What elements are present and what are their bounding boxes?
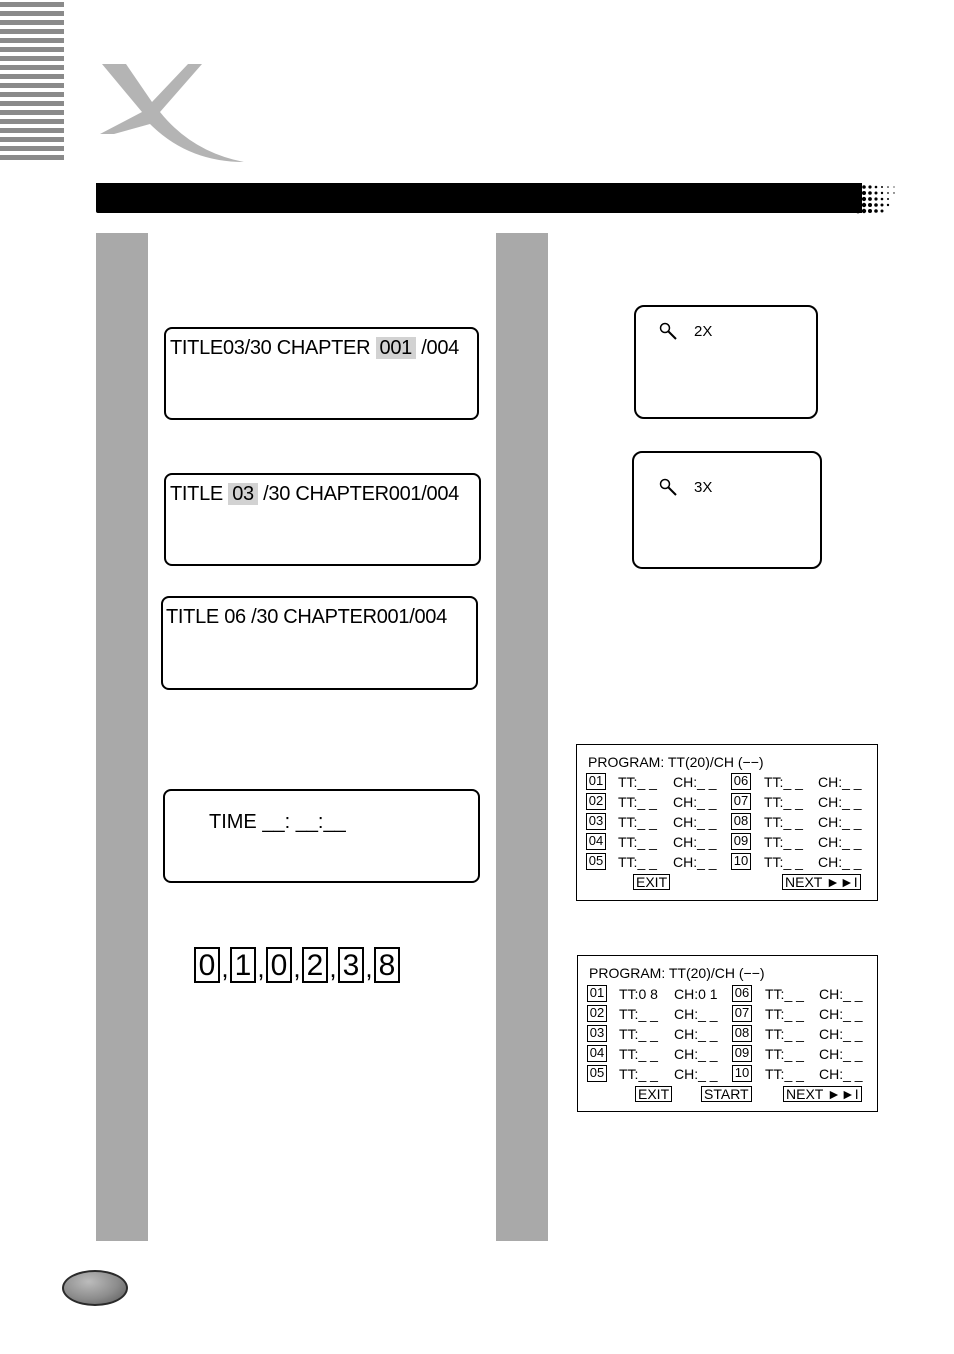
brand-x-logo [92, 62, 244, 164]
program-slot-number[interactable]: 03 [587, 1025, 607, 1042]
title-slot: TT:_ _ [764, 834, 803, 850]
program-title: PROGRAM: TT(20)/CH (−−) [588, 754, 764, 770]
program-slot-number[interactable]: 04 [587, 1045, 607, 1062]
title-slot: TT:_ _ [764, 774, 803, 790]
chapter-slot: CH:_ _ [673, 854, 717, 870]
title-slot: TT:_ _ [765, 1026, 804, 1042]
program-row [586, 813, 876, 831]
chapter-slot: CH:_ _ [818, 794, 862, 810]
chapter-slot: CH:_ _ [674, 1066, 718, 1082]
osd-suffix: /30 CHAPTER001/004 [263, 483, 459, 505]
separator: , [293, 953, 301, 983]
chapter-slot: CH:0 1 [674, 986, 718, 1002]
chapter-slot: CH:_ _ [818, 814, 862, 830]
osd-zoom-2x [634, 305, 818, 419]
program-menu-filled [577, 955, 878, 1112]
separator: , [329, 953, 337, 983]
title-slot: TT:_ _ [765, 1066, 804, 1082]
program-slot-number[interactable]: 10 [732, 1065, 752, 1082]
chapter-slot: CH:_ _ [673, 774, 717, 790]
zoom-level-label: 2X [694, 323, 713, 340]
digit-entry-sequence [194, 943, 400, 983]
separator: , [365, 953, 373, 983]
program-row [586, 793, 876, 811]
program-slot-number[interactable]: 02 [587, 1005, 607, 1022]
chapter-slot: CH:_ _ [673, 814, 717, 830]
osd-chapter-line [170, 337, 459, 360]
chapter-slot: CH:_ _ [674, 1026, 718, 1042]
osd-time-search [163, 789, 480, 883]
title-slot: TT:_ _ [618, 774, 657, 790]
right-column-strip [496, 233, 548, 1241]
digit-key: 8 [374, 947, 400, 983]
chapter-slot: CH:_ _ [818, 834, 862, 850]
left-column-strip [96, 233, 148, 1241]
osd-prefix: TITLE [170, 483, 223, 505]
osd-title-changed [161, 596, 478, 690]
separator: , [221, 953, 229, 983]
program-row [587, 1065, 877, 1083]
title-slot: TT:_ _ [618, 834, 657, 850]
osd-prefix: TITLE03/30 CHAPTER [170, 337, 371, 359]
chapter-slot: CH:_ _ [818, 774, 862, 790]
chapter-slot: CH:_ _ [818, 854, 862, 870]
program-slot-number[interactable]: 09 [731, 833, 751, 850]
osd-zoom-3x [632, 451, 822, 569]
digit-key: 3 [338, 947, 364, 983]
chapter-slot: CH:_ _ [819, 986, 863, 1002]
section-header-bar [96, 183, 862, 213]
digit-key: 1 [230, 947, 256, 983]
title-slot: TT:_ _ [619, 1046, 658, 1062]
program-slot-number[interactable]: 06 [732, 985, 752, 1002]
chapter-slot: CH:_ _ [819, 1046, 863, 1062]
title-slot: TT:_ _ [619, 1006, 658, 1022]
separator: , [257, 953, 265, 983]
title-slot: TT:_ _ [765, 986, 804, 1002]
title-slot: TT:_ _ [619, 1066, 658, 1082]
program-row [587, 985, 877, 1003]
program-row [587, 1045, 877, 1063]
title-slot: TT:_ _ [618, 794, 657, 810]
title-slot: TT:0 8 [619, 986, 658, 1002]
program-menu-empty [576, 744, 878, 901]
program-slot-number[interactable]: 10 [731, 853, 751, 870]
program-slot-number[interactable]: 08 [731, 813, 751, 830]
next-button[interactable]: NEXT ►►I [782, 874, 861, 890]
chapter-slot: CH:_ _ [819, 1066, 863, 1082]
program-slot-number[interactable]: 07 [732, 1005, 752, 1022]
osd-chapter-select [164, 327, 479, 420]
program-row [587, 1005, 877, 1023]
time-search-line: TIME __: __:__ [209, 811, 346, 833]
osd-title-select [164, 473, 481, 566]
program-row [586, 833, 876, 851]
chapter-slot: CH:_ _ [673, 834, 717, 850]
title-slot: TT:_ _ [764, 854, 803, 870]
program-row [586, 773, 876, 791]
program-slot-number[interactable]: 09 [732, 1045, 752, 1062]
program-slot-number[interactable]: 03 [586, 813, 606, 830]
title-slot: TT:_ _ [764, 814, 803, 830]
program-slot-number[interactable]: 08 [732, 1025, 752, 1042]
start-button[interactable]: START [701, 1086, 752, 1102]
exit-button[interactable]: EXIT [635, 1086, 672, 1102]
chapter-highlight: 001 [376, 337, 416, 359]
program-slot-number[interactable]: 02 [586, 793, 606, 810]
chapter-slot: CH:_ _ [819, 1026, 863, 1042]
program-row [586, 853, 876, 871]
program-slot-number[interactable]: 07 [731, 793, 751, 810]
title-highlight: 03 [228, 483, 258, 505]
program-slot-number[interactable]: 04 [586, 833, 606, 850]
osd-title-line [170, 483, 459, 506]
title-slot: TT:_ _ [764, 794, 803, 810]
program-slot-number[interactable]: 01 [587, 985, 607, 1002]
program-slot-number[interactable]: 05 [587, 1065, 607, 1082]
program-slot-number[interactable]: 06 [731, 773, 751, 790]
program-row [587, 1025, 877, 1043]
page-number-badge [62, 1270, 128, 1306]
chapter-slot: CH:_ _ [674, 1006, 718, 1022]
osd-suffix: /004 [421, 337, 459, 359]
osd-title-changed-line: TITLE 06 /30 CHAPTER001/004 [166, 606, 447, 628]
title-slot: TT:_ _ [618, 854, 657, 870]
edge-stripes [0, 0, 64, 165]
next-button[interactable]: NEXT ►►I [783, 1086, 862, 1102]
title-slot: TT:_ _ [619, 1026, 658, 1042]
exit-button[interactable]: EXIT [633, 874, 670, 890]
title-slot: TT:_ _ [765, 1006, 804, 1022]
digit-key: 0 [194, 947, 220, 983]
chapter-slot: CH:_ _ [674, 1046, 718, 1062]
program-title: PROGRAM: TT(20)/CH (−−) [589, 965, 765, 981]
title-slot: TT:_ _ [618, 814, 657, 830]
digit-key: 2 [302, 947, 328, 983]
title-slot: TT:_ _ [765, 1046, 804, 1062]
magnifier-icon [658, 321, 680, 343]
magnifier-icon [658, 477, 680, 499]
zoom-level-label: 3X [694, 479, 713, 496]
halftone-dots [852, 181, 898, 215]
chapter-slot: CH:_ _ [819, 1006, 863, 1022]
program-slot-number[interactable]: 01 [586, 773, 606, 790]
chapter-slot: CH:_ _ [673, 794, 717, 810]
program-slot-number[interactable]: 05 [586, 853, 606, 870]
digit-key: 0 [266, 947, 292, 983]
